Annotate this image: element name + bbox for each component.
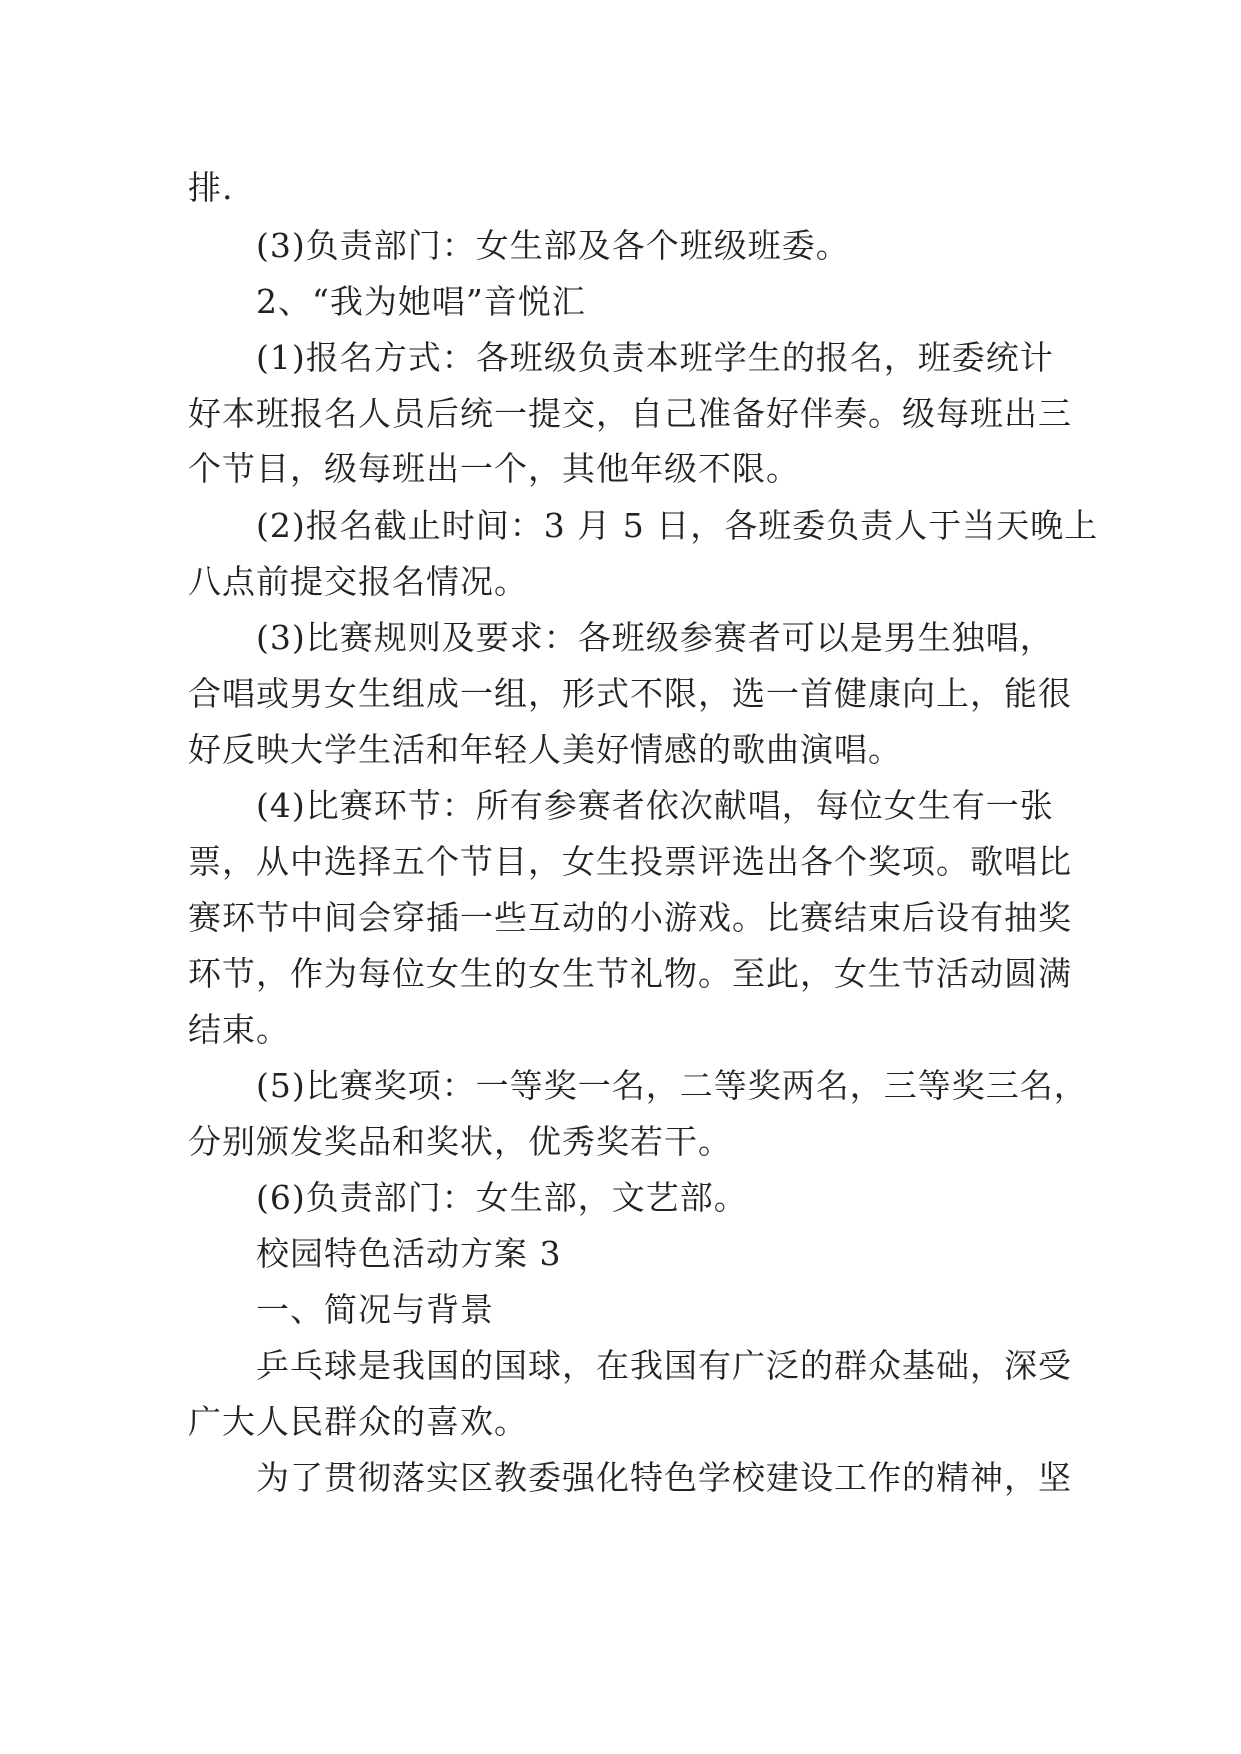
text-line: (5)比赛奖项：一等奖一名，二等奖两名，三等奖三名，	[256, 1066, 1088, 1105]
text-line: 好反映大学生活和年轻人美好情感的歌曲演唱。	[188, 730, 902, 769]
text-line: 赛环节中间会穿插一些互动的小游戏。比赛结束后设有抽奖	[188, 898, 1072, 937]
text-line: 为了贯彻落实区教委强化特色学校建设工作的精神，坚	[256, 1458, 1072, 1497]
section-heading: 2、“我为她唱”音悦汇	[256, 282, 586, 321]
text-line: 分别颁发奖品和奖状，优秀奖若干。	[188, 1122, 732, 1161]
text-line: (4)比赛环节：所有参赛者依次献唱，每位女生有一张	[256, 786, 1054, 825]
text-line: (3)负责部门：女生部及各个班级班委。	[256, 226, 850, 265]
text-line: 票，从中选择五个节目，女生投票评选出各个奖项。歌唱比	[188, 842, 1072, 881]
text-line: 个节目，级每班出一个，其他年级不限。	[188, 449, 800, 488]
text-line: 环节，作为每位女生的女生节礼物。至此，女生节活动圆满	[188, 954, 1072, 993]
text-line: 好本班报名人员后统一提交，自己准备好伴奏。级每班出三	[188, 394, 1072, 433]
text-line: 乒乓球是我国的国球，在我国有广泛的群众基础，深受	[256, 1346, 1072, 1385]
text-line: (1)报名方式：各班级负责本班学生的报名，班委统计	[256, 338, 1054, 377]
text-line: (6)负责部门：女生部，文艺部。	[256, 1178, 748, 1217]
text-line: 广大人民群众的喜欢。	[188, 1402, 528, 1441]
text-line: 排.	[188, 168, 234, 207]
document-title: 校园特色活动方案 3	[256, 1234, 562, 1273]
text-line: 八点前提交报名情况。	[188, 562, 528, 601]
text-line: (3)比赛规则及要求：各班级参赛者可以是男生独唱，	[256, 618, 1054, 657]
text-line: 结束。	[188, 1010, 290, 1049]
section-heading: 一、简况与背景	[256, 1290, 494, 1329]
text-line: (2)报名截止时间：3 月 5 日，各班委负责人于当天晚上	[256, 506, 1099, 545]
text-line: 合唱或男女生组成一组，形式不限，选一首健康向上，能很	[188, 674, 1072, 713]
